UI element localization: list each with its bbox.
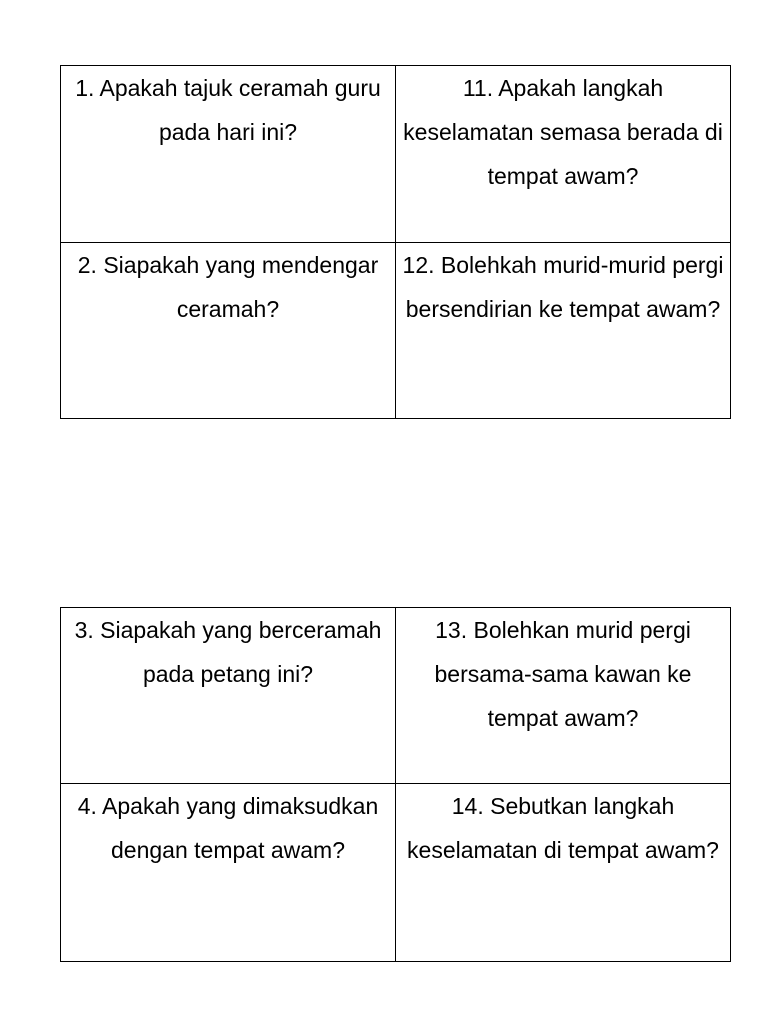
question-text: 1. Apakah tajuk ceramah guru pada hari ini? (75, 75, 381, 145)
question-text: 14. Sebutkan langkah keselamatan di tempat awam? (407, 793, 719, 863)
question-text: 2. Siapakah yang mendengar ceramah? (77, 252, 379, 322)
question-text: 3. Siapakah yang berceramah pada petang ini? (74, 617, 382, 687)
question-card-table-2 (60, 607, 731, 962)
question-text: 11. Apakah langkah keselamatan semasa berada di tempat awam? (403, 75, 723, 189)
question-cell-11 (396, 66, 731, 243)
question-cell-2 (61, 243, 396, 419)
question-card-table-1 (60, 65, 731, 419)
question-cell-1 (61, 66, 396, 243)
question-cell-3 (61, 608, 396, 784)
table-row (61, 608, 731, 784)
question-cell-14 (396, 784, 731, 962)
table-row (61, 243, 731, 419)
table-row (61, 784, 731, 962)
question-text: 13. Bolehkan murid pergi bersama-sama kawan ke tempat awam? (434, 617, 692, 731)
question-text: 4. Apakah yang dimaksudkan dengan tempat awam? (77, 793, 379, 863)
question-cell-13 (396, 608, 731, 784)
question-cell-12 (396, 243, 731, 419)
table-row (61, 66, 731, 243)
question-text: 12. Bolehkah murid-murid pergi bersendirian ke tempat awam? (402, 252, 724, 322)
question-cell-4 (61, 784, 396, 962)
